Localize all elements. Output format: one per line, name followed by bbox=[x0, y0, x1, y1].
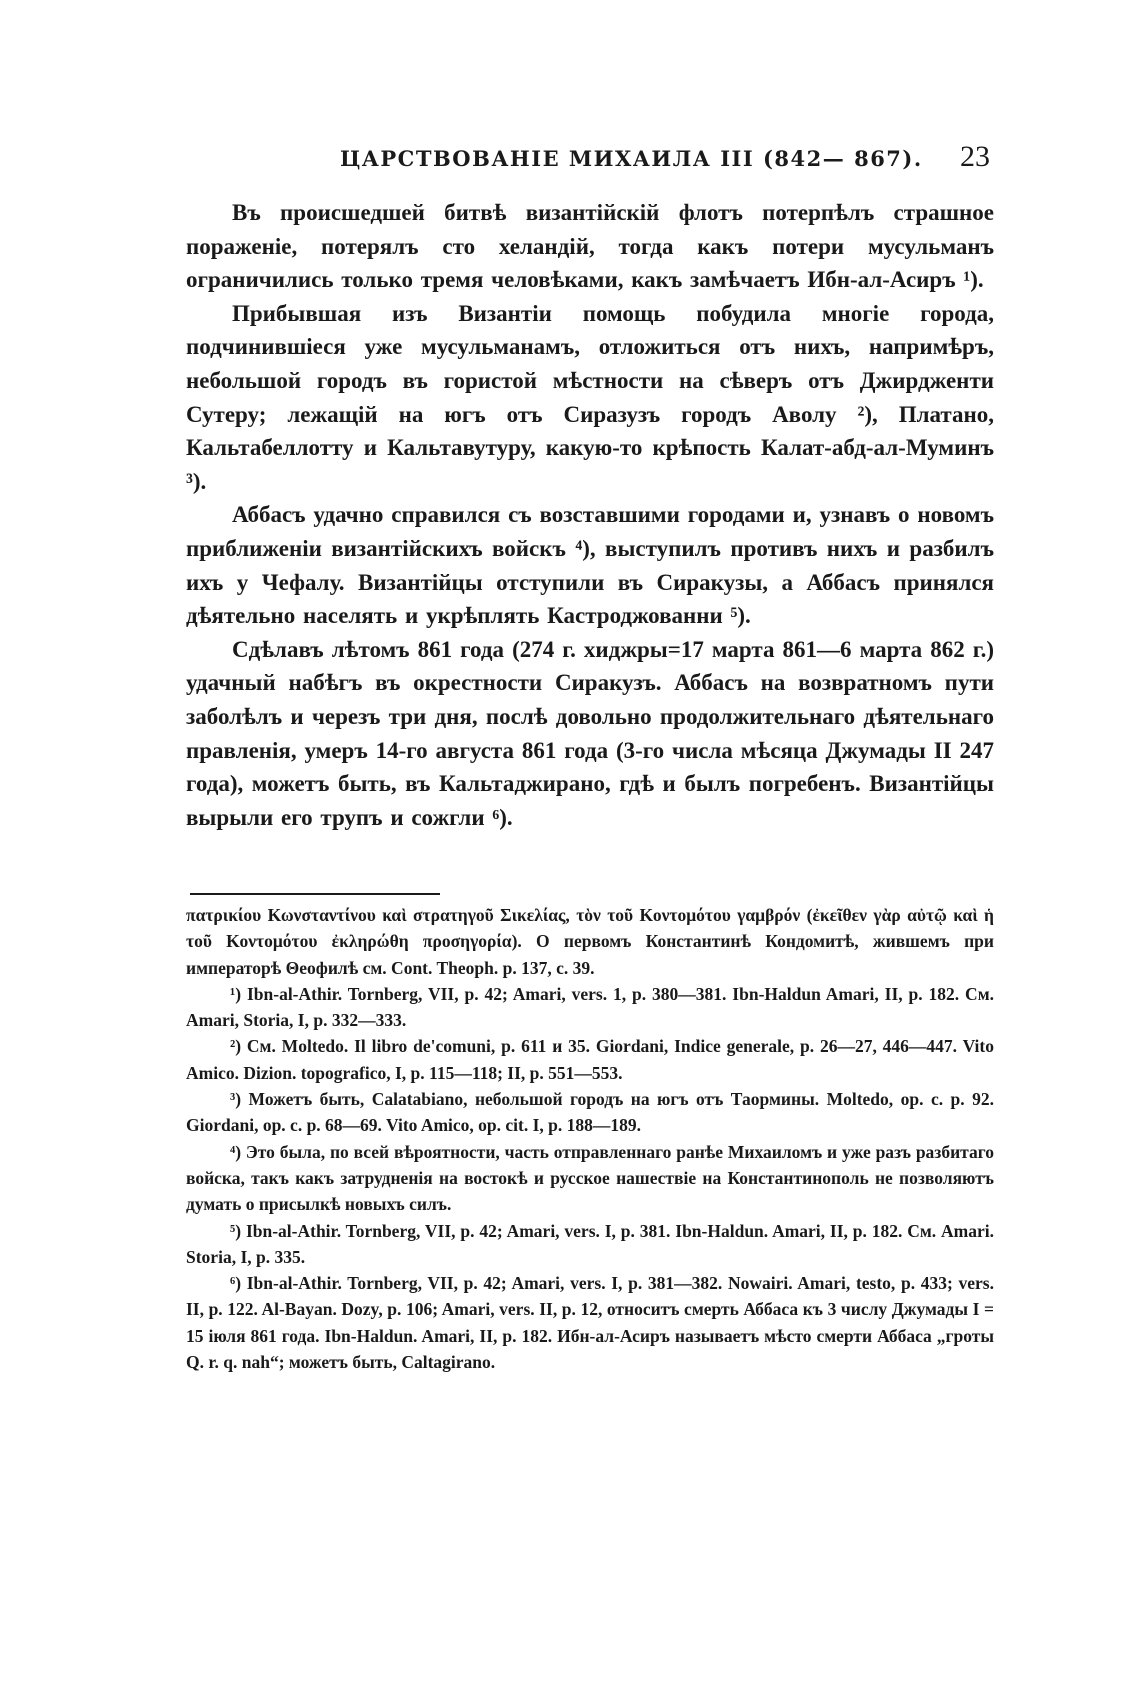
footnote-1: ¹) Ibn-al-Athir. Tornberg, VII, p. 42; Amari, vers. 1, p. 380—381. Ibn-Haldun Amari, II, p. 182. См. Amari, Storia, I, p. 332—333. bbox=[186, 983, 994, 1031]
main-text bbox=[186, 196, 994, 834]
paragraph: Прибывшая изъ Византіи помощь побудила многіе города, подчинившіеся уже мусульманамъ, отложиться отъ нихъ, напримѣръ, небольшой городъ въ гористой мѣстности на сѣверъ отъ Джирдженти Сутеру; лежащій на югъ отъ Сиразузъ городъ Аволу ²), Платано, Кальтабеллотту и Кальтавутуру, какую-то крѣпость Калат-абд-ал-Муминъ ³). bbox=[186, 300, 994, 494]
footnote-separator bbox=[190, 893, 440, 895]
footnote-continuation: πατρικίου Κωνσταντίνου καὶ στρατηγοῦ Σικελίας, τὸν τοῦ Κοντομότου γαμβρόν (ἐκεῖθεν γὰρ αὐτῷ καὶ ἡ τοῦ Κοντομότου ἐκληρώθη προσηγορία). О первомъ Константинѣ Кондомитѣ, жившемъ при императорѣ Θеофилѣ см. Cont. Theoph. p. 137, с. 39. bbox=[186, 905, 994, 978]
running-title: ЦАРСТВОВАНІЕ МИХАИЛА III (842— 867). bbox=[340, 146, 923, 171]
footnotes bbox=[186, 902, 994, 1375]
footnote-5: ⁵) Ibn-al-Athir. Tornberg, VII, p. 42; Amari, vers. I, p. 381. Ibn-Haldun. Amari, II, p. 182. См. Amari. Storia, I, p. 335. bbox=[186, 1220, 994, 1267]
paragraph: Аббасъ удачно справился съ возставшими городами и, узнавъ о новомъ приближеніи византійскихъ войскъ ⁴), выступилъ противъ нихъ и разбилъ ихъ у Чефалу. Византійцы отступили въ Сиракузы, а Аббасъ принялся дѣятельно населять и укрѣплять Кастроджованни ⁵). bbox=[186, 502, 994, 629]
footnote-6: ⁶) Ibn-al-Athir. Tornberg, VII, p. 42; Amari, vers. I, p. 381—382. Nowairi. Amari, testo, p. 433; vers. II, p. 122. Al-Bayan. Dozy, p. 106; Amari, vers. II, p. 12, относитъ смерть Аббаса къ 3 числу Джумады I = 15 іюля 861 года. Ibn-Haldun. Amari, II, p. 182. Ибн-ал-Асиръ называетъ мѣсто смерти Аббаса „гроты Q. r. q. nah“; можетъ быть, Caltagirano. bbox=[186, 1273, 994, 1373]
paragraph: Въ происшедшей битвѣ византійскій флотъ потерпѣлъ страшное пораженіе, потерялъ сто хеландій, тогда какъ потери мусульманъ ограничились только тремя человѣками, какъ замѣчаетъ Ибн-ал-Асиръ ¹). bbox=[186, 200, 994, 293]
running-header bbox=[340, 140, 990, 180]
footnote-2: ²) См. Moltedo. Il libro de'comuni, p. 611 и 35. Giordani, Indice generale, p. 26—27, 446—447. Vito Amico. Dizion. topografico, I, p. 115—118; II, p. 551—553. bbox=[186, 1036, 994, 1083]
footnote-4: ⁴) Это была, по всей вѣроятности, часть отправленнаго ранѣе Михаиломъ и уже разъ разбитаго войска, такъ какъ затрудненія на востокѣ и русское нашествіе на Константинополь не позволяютъ думать о присылкѣ новыхъ силъ. bbox=[186, 1141, 994, 1215]
footnote-3: ³) Можетъ быть, Calatabiano, небольшой городъ на югъ отъ Таормины. Moltedo, op. c. p. 92. Giordani, op. c. p. 68—69. Vito Amico, op. cit. I, p. 188—189. bbox=[186, 1089, 994, 1136]
paragraph: Сдѣлавъ лѣтомъ 861 года (274 г. хиджры=17 марта 861—6 марта 862 г.) удачный набѣгъ въ окрестности Сиракузъ. Аббасъ на возвратномъ пути заболѣлъ и черезъ три дня, послѣ довольно продолжительнаго дѣятельнаго правленія, умеръ 14-го августа 861 года (3-го числа мѣсяца Джумады II 247 года), можетъ быть, въ Кальтаджирано, гдѣ и былъ погребенъ. Византійцы вырыли его трупъ и сожгли ⁶). bbox=[186, 636, 994, 830]
page-number: 23 bbox=[960, 140, 990, 173]
